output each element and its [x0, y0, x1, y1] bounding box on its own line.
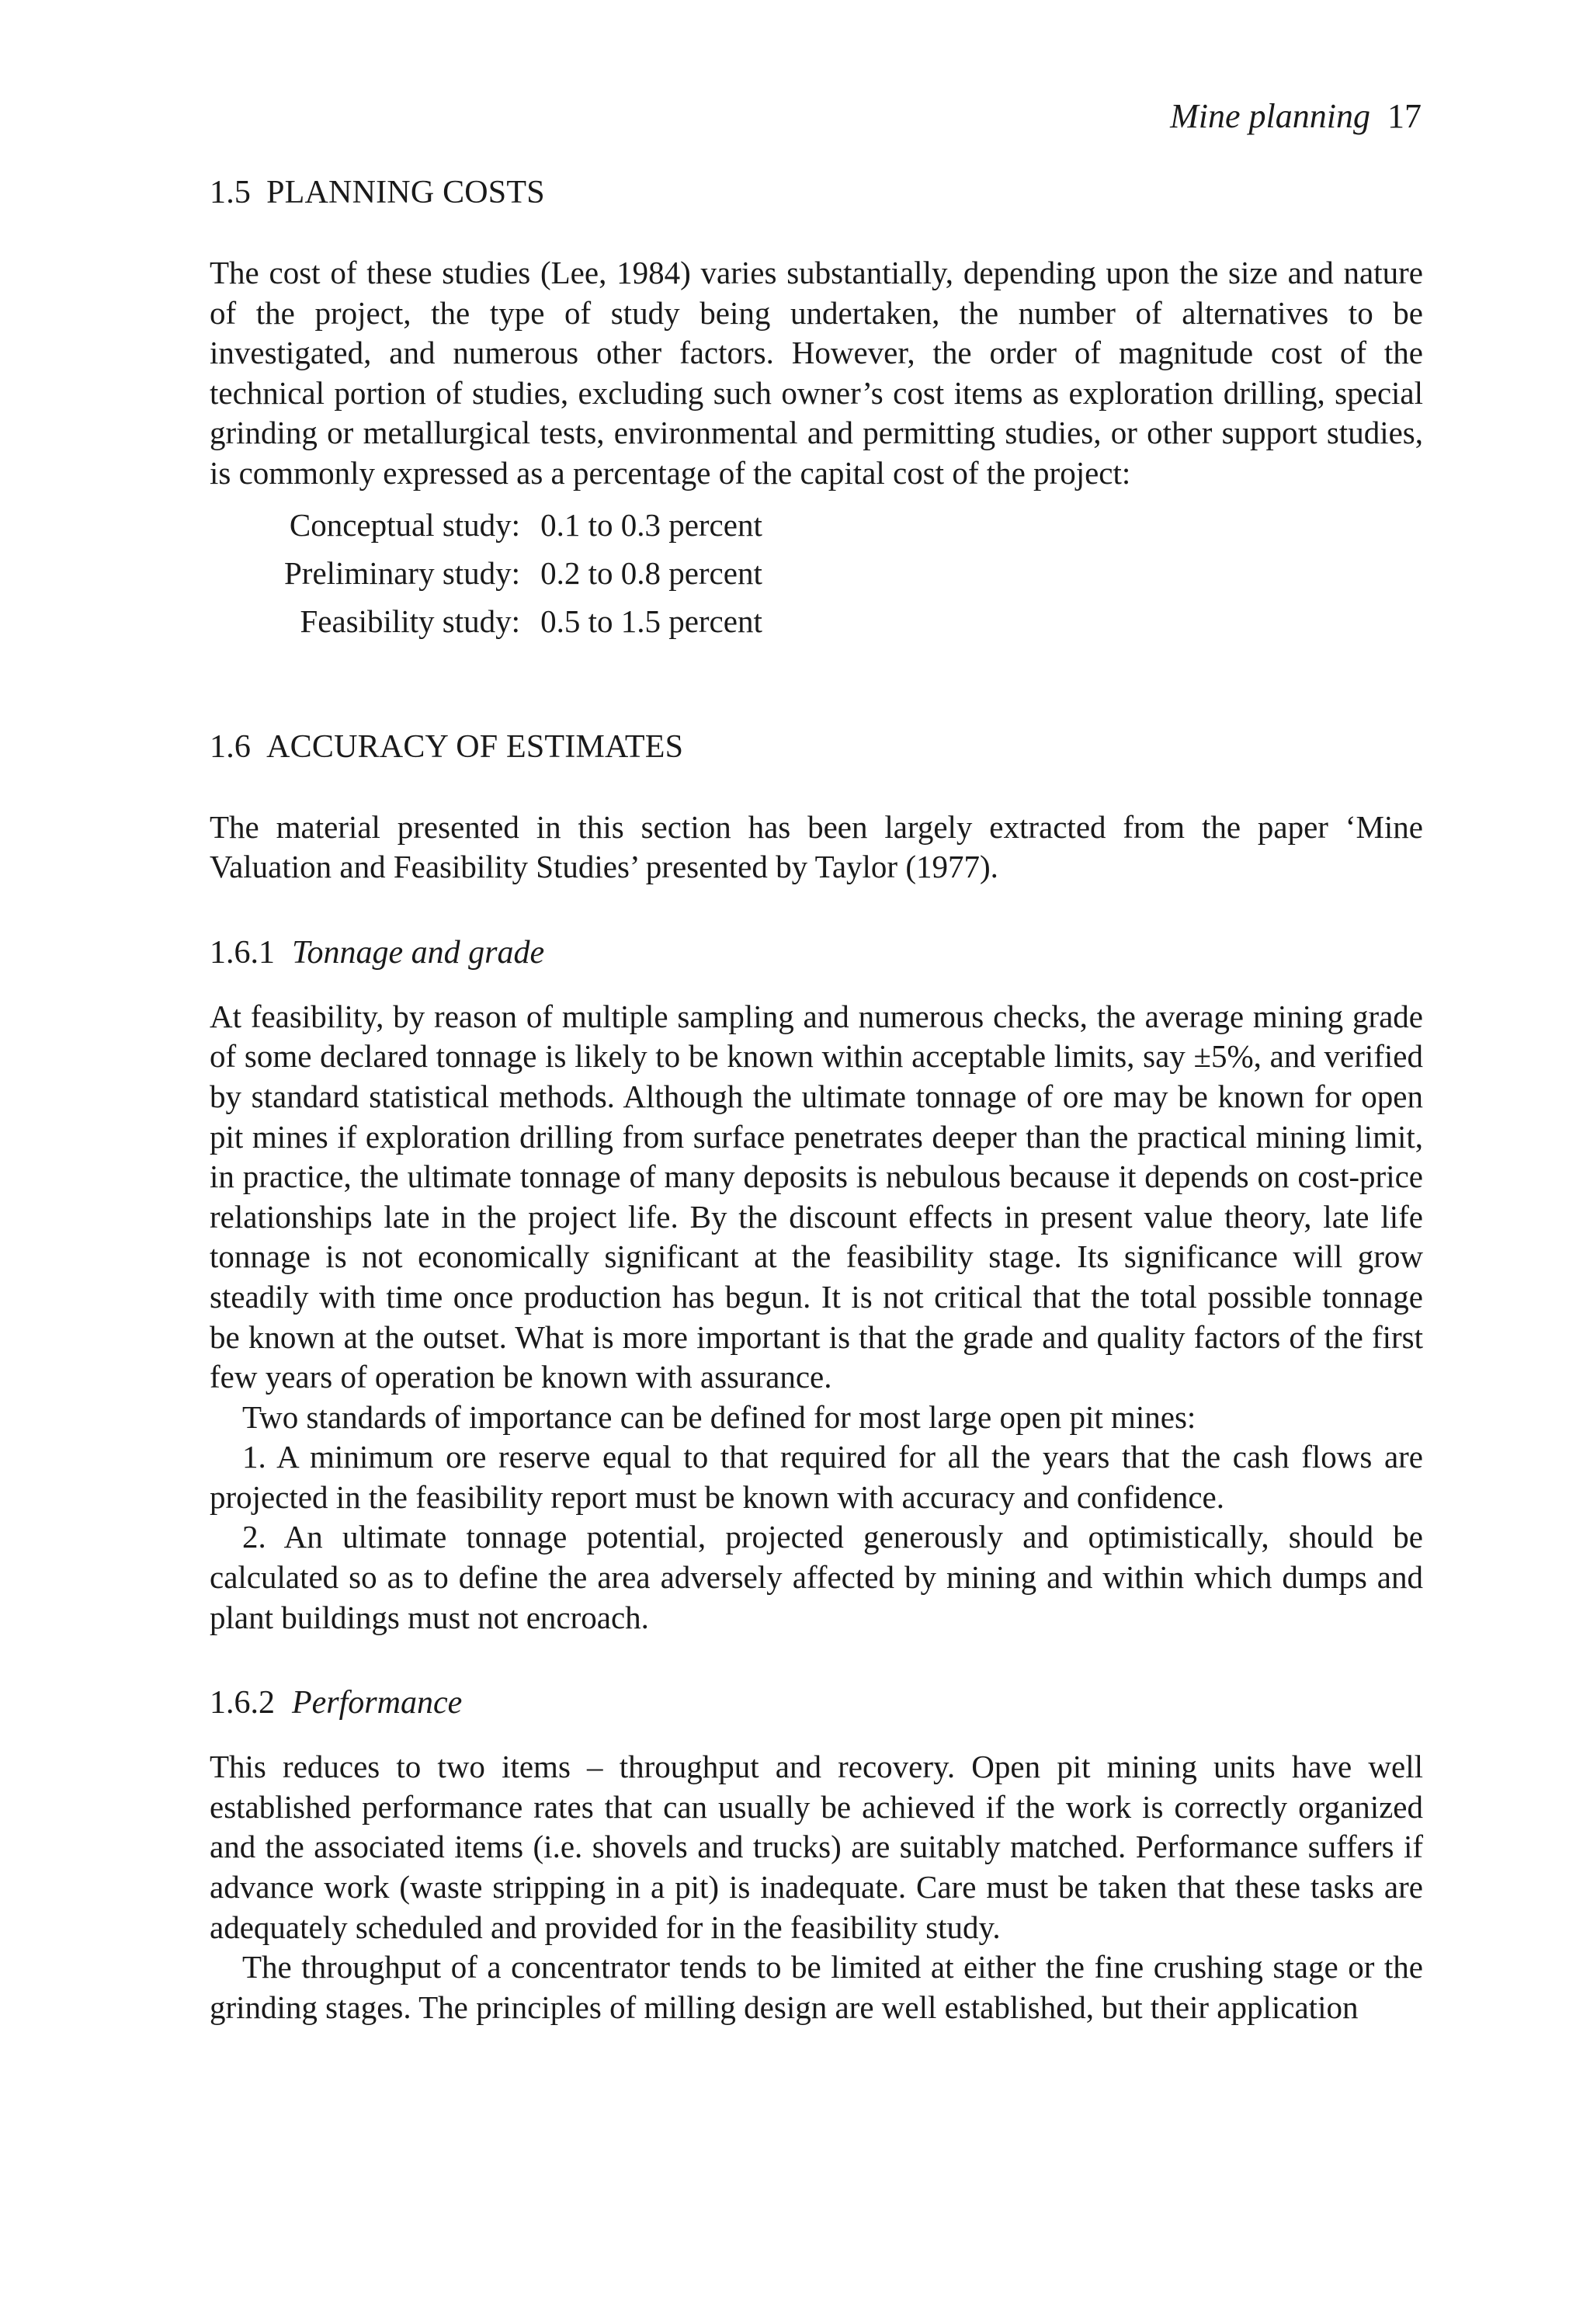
paragraph-performance: This reduces to two items – throughput and recovery. Open pit mining units have well established performance rates that can usually be achieved if the work is correctly organized and the associated items (i.e. shovels and trucks) are suitably matched. Performance suffers if advance work (waste stripping in a pit) is inadequate. Care must be taken that these tasks are adequately scheduled and provided for in the feasibility study. [210, 1749, 1423, 1945]
list-item-standard-2: 2. An ultimate tonnage potential, projected generously and optimistically, should be calculated so as to define the area adversely affected by mining and within which dumps and plant buildings must not encroach. [210, 1519, 1423, 1635]
section-heading-1-6 [210, 727, 1423, 767]
section-heading-1-5 [210, 172, 1423, 213]
page-content [210, 172, 1423, 2027]
cost-row-label: Conceptual study: [289, 506, 521, 543]
subsection-heading-1-6-1 [210, 933, 1423, 973]
cost-row-value: 0.5 to 1.5 percent [540, 603, 762, 639]
cost-row-value: 0.1 to 0.3 percent [540, 506, 762, 543]
cost-row [284, 598, 762, 646]
running-head [1170, 92, 1422, 141]
paragraph-accuracy-intro: The material presented in this section has been largely extracted from the paper ‘Mine Valuation and Feasibility Studies’ presented by Taylor (1977). [210, 808, 1423, 885]
subsection-title: Performance [292, 1685, 463, 1721]
subsection-title: Tonnage and grade [292, 934, 545, 971]
paragraph-planning-costs: The cost of these studies (Lee, 1984) varies substantially, depending upon the size and nature of the project, the type of study being undertaken, the number of alternatives to be investigated, and numerous other factors. However, the order of magnitude cost of the technical portion of studies, excluding such owner’s cost items as exploration drilling, special grinding or metallurgical tests, environmental and permitting studies, or other support studies, is commonly expressed as a percentage of the capital cost of the project: [210, 255, 1423, 491]
cost-row-label: Feasibility study: [300, 603, 521, 639]
cost-row [284, 502, 762, 550]
section-number: 1.6 [210, 728, 252, 765]
subsection-heading-1-6-2 [210, 1683, 1423, 1723]
section-number: 1.5 [210, 175, 252, 210]
paragraph-tonnage-grade: At feasibility, by reason of multiple sampling and numerous checks, the average mining grade of some declared tonnage is likely to be known within acceptable limits, say ±5%, and verified by standard statistical methods. Although the ultimate tonnage of ore may be known for open pit mines if exploration drilling from surface penetrates deeper than the practical mining limit, in practice, the ultimate tonnage of many deposits is nebulous because it depends on cost-price relationships late in the project life. By the discount effects in present value theory, late life tonnage is not economically significant at the feasibility stage. Its significance will grow steadily with time once production has begun. It is not critical that the total possible tonnage be known at the outset. What is more important is that the grade and quality factors of the first few years of operation be known with assurance. [210, 998, 1423, 1395]
study-cost-list [284, 502, 762, 646]
subsection-number: 1.6.2 [210, 1685, 275, 1721]
paragraph-throughput: The throughput of a concentrator tends to be limited at either the fine crushing stage or the grinding stages. The principles of milling design are well established, but their application [210, 1949, 1423, 2025]
cost-row-value: 0.2 to 0.8 percent [540, 554, 762, 591]
paragraph-two-standards: Two standards of importance can be defined for most large open pit mines: [242, 1398, 1196, 1435]
section-title: PLANNING COSTS [266, 175, 545, 210]
cost-row-label: Preliminary study: [284, 554, 521, 591]
page-number: 17 [1387, 97, 1422, 135]
cost-row [284, 550, 762, 598]
running-head-title: Mine planning [1170, 97, 1370, 135]
subsection-number: 1.6.1 [210, 934, 275, 971]
list-item-standard-1: 1. A minimum ore reserve equal to that required for all the years that the cash flows are projected in the feasibility report must be known with accuracy and confidence. [210, 1439, 1423, 1515]
section-title: ACCURACY OF ESTIMATES [266, 728, 684, 765]
